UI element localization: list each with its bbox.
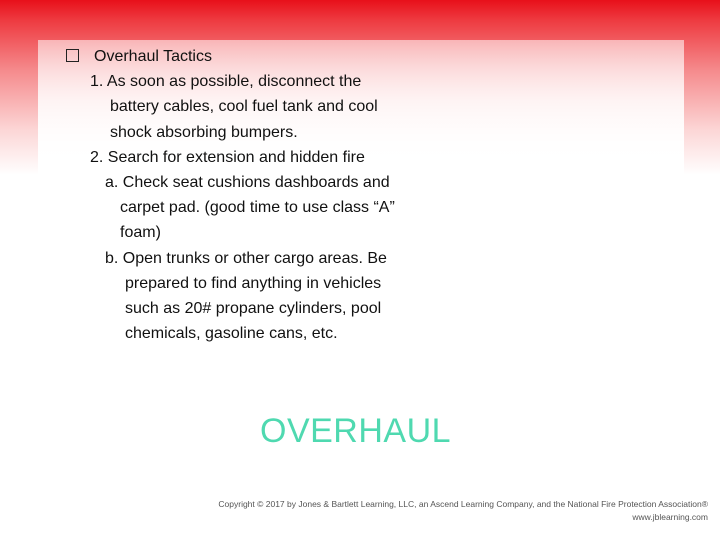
sub-list-item: a. Check seat cushions dashboards and [105,173,390,191]
sub-list-item-continuation: prepared to find anything in vehicles [125,274,382,292]
sub-list-item-continuation: such as 20# propane cylinders, pool [125,299,382,317]
list-item: 1. As soon as possible, disconnect the [90,73,362,91]
overhaul-caption: OVERHAUL [260,412,452,450]
list-item-continuation: battery cables, cool fuel tank and cool [110,98,378,116]
footer-url: www.jblearning.com [632,512,708,522]
list-item-continuation: shock absorbing bumpers. [110,123,298,141]
sub-list-item-continuation: carpet pad. (good time to use class “A” [120,199,395,217]
sub-list-item-continuation: chemicals, gasoline cans, etc. [125,325,338,343]
copyright-text: Copyright © 2017 by Jones & Bartlett Learning, LLC, an Ascend Learning Company, and the National Fire Protection Association® [218,499,708,509]
square-bullet-icon [66,49,79,62]
sub-list-item: b. Open trunks or other cargo areas. Be [105,249,387,267]
slide-body [66,44,666,346]
footer [218,498,708,524]
heading-text: Overhaul Tactics [94,48,212,65]
sub-list-item-continuation: foam) [120,224,161,242]
list-item: 2. Search for extension and hidden fire [90,148,365,166]
slide-heading [66,44,666,69]
